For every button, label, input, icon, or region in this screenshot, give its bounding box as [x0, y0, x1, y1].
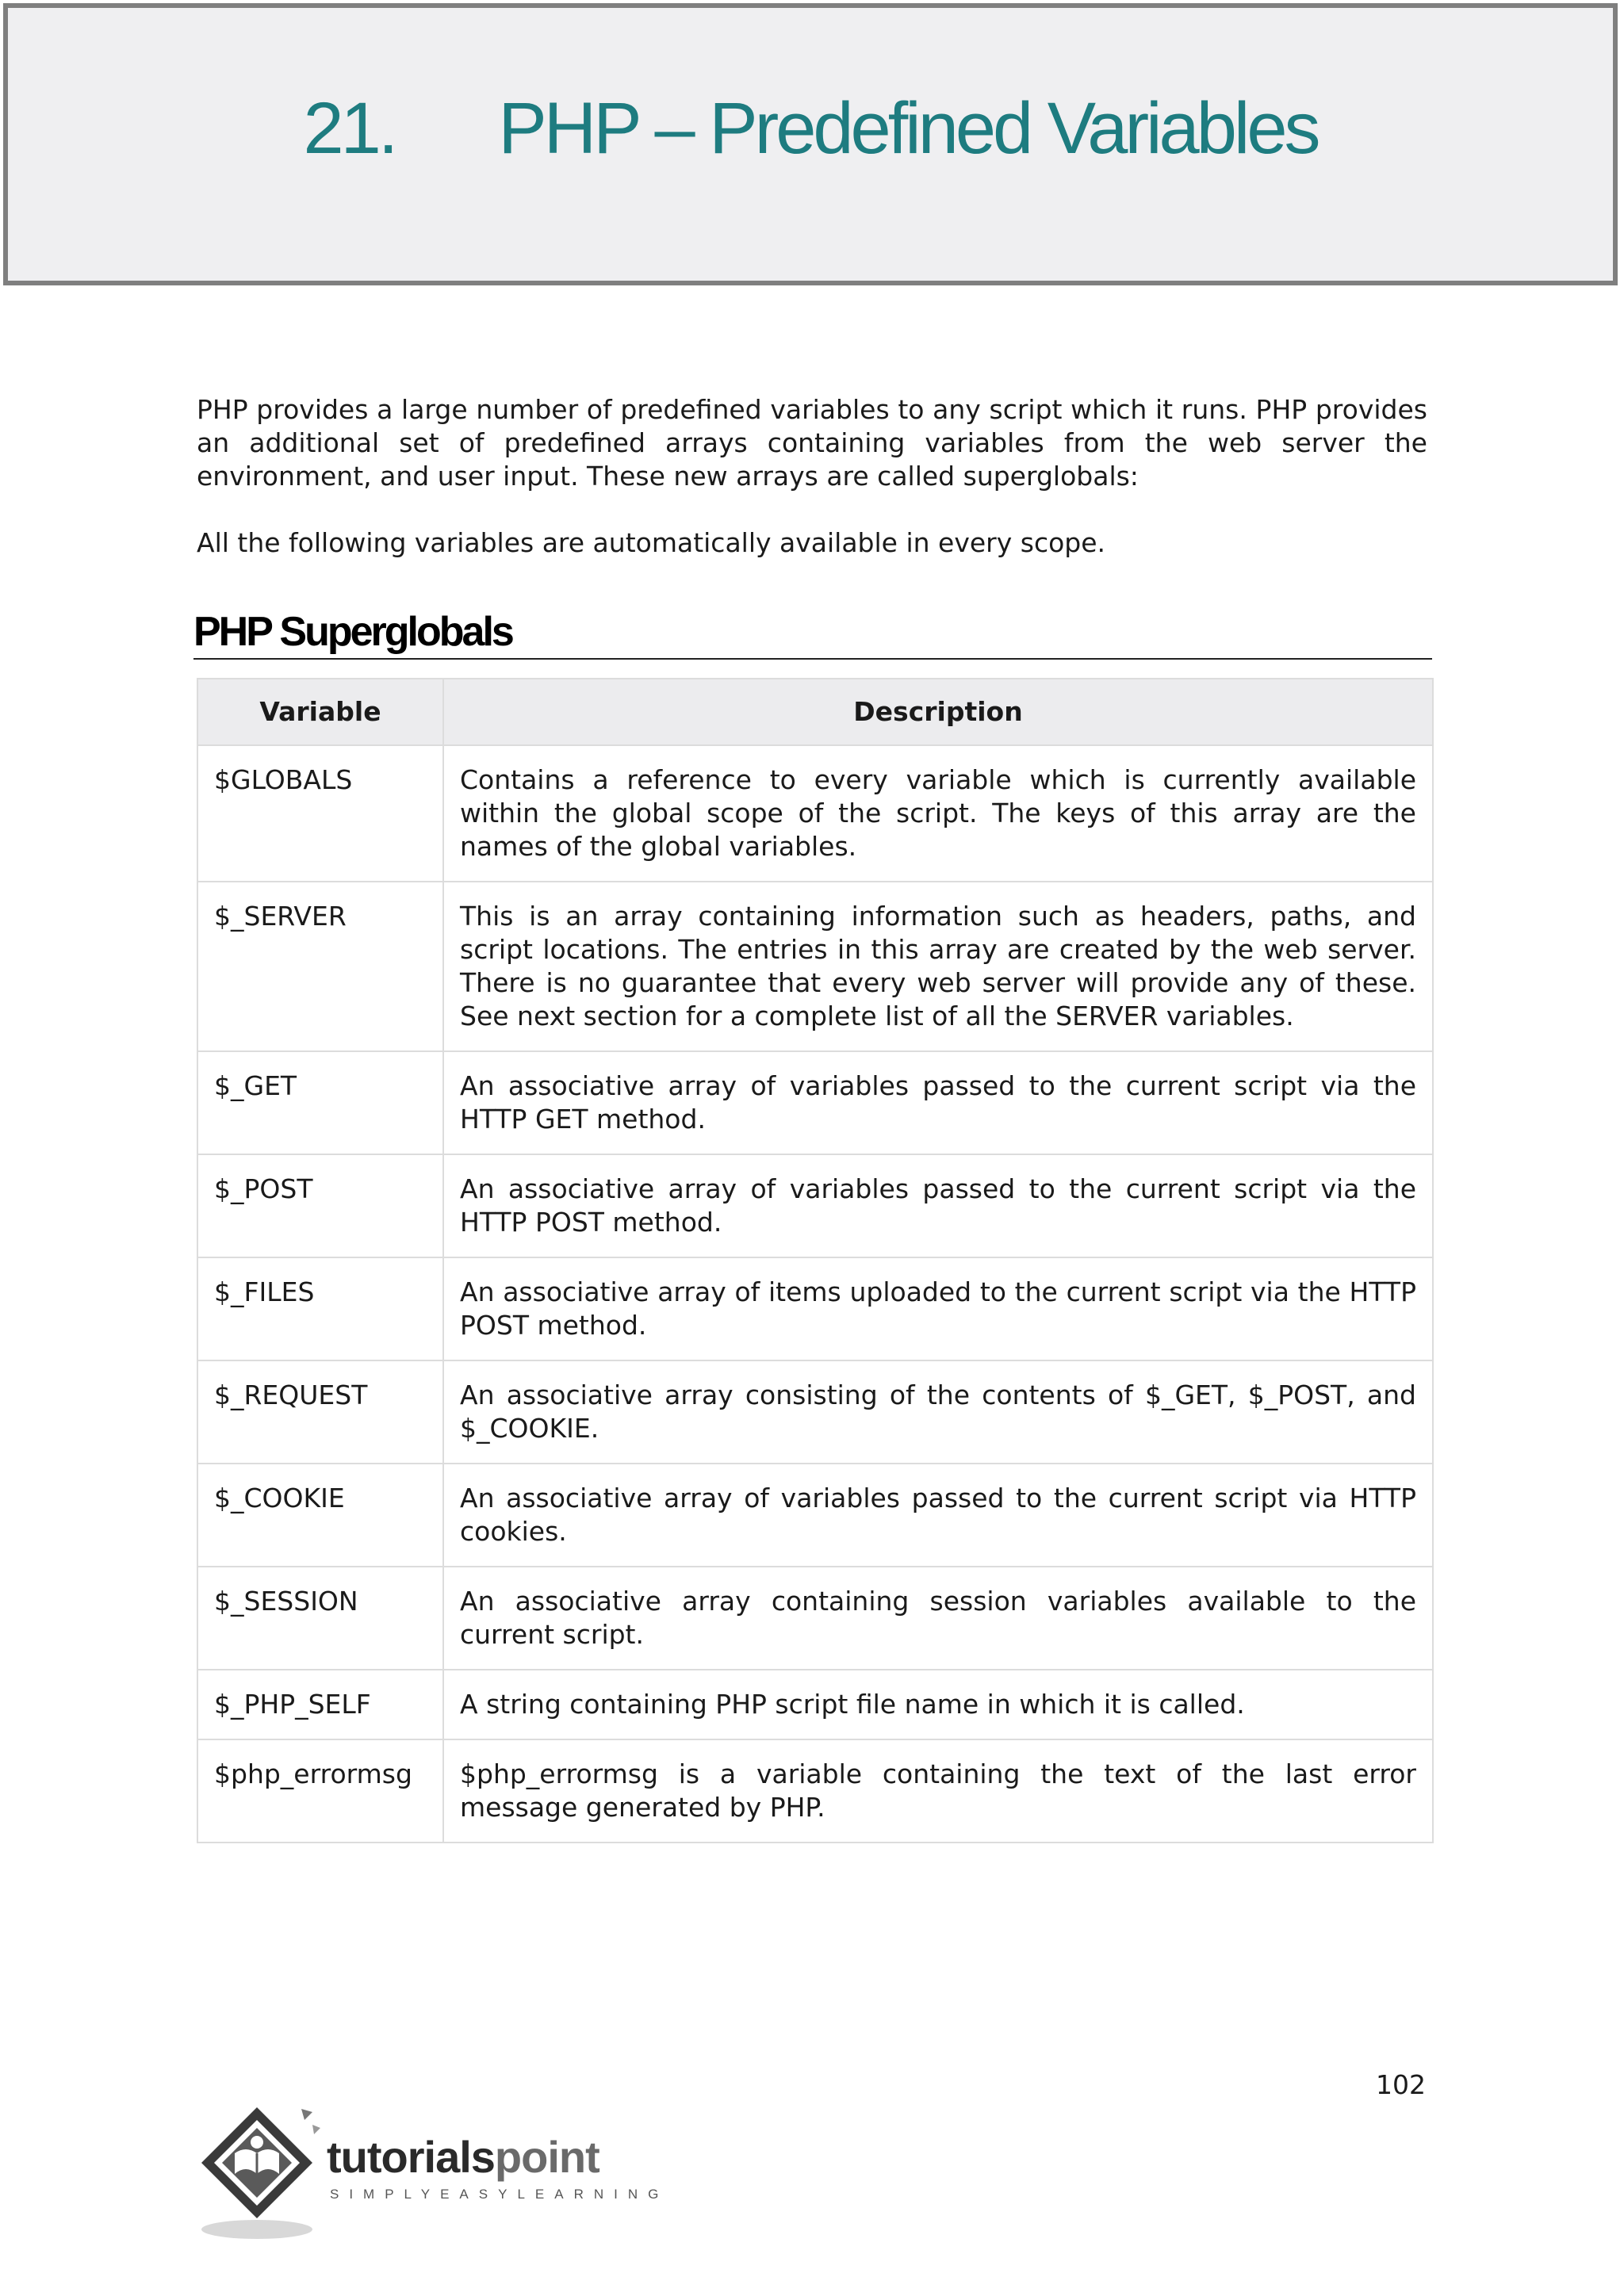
variable-cell: $_GET	[197, 1051, 443, 1154]
table-row	[197, 1567, 1433, 1670]
table-row	[197, 745, 1433, 882]
intro-paragraph-1: PHP provides a large number of predefined variables to any script which it runs. PHP provides an additional set of predefined arrays containing variables from the web server the environment, and user input. These new arrays are called superglobals:	[197, 394, 1427, 492]
description-cell: $php_errormsg is a variable containing the text of the last error message generated by PHP.	[443, 1739, 1433, 1843]
table-row	[197, 1670, 1433, 1739]
logo-tagline: SIMPLYEASYLEARNING	[330, 2187, 669, 2202]
chapter-title	[8, 87, 1613, 170]
logo-word-tutorials: tutorials	[327, 2132, 495, 2182]
variable-cell: $_POST	[197, 1154, 443, 1257]
variable-cell: $php_errormsg	[197, 1739, 443, 1843]
variable-cell: $_COOKIE	[197, 1464, 443, 1567]
chapter-number: 21.	[303, 88, 396, 169]
section-heading: PHP Superglobals	[193, 604, 1432, 660]
description-cell: A string containing PHP script file name in which it is called.	[443, 1670, 1433, 1739]
description-cell: An associative array of items uploaded to the current script via the HTTP POST method.	[443, 1257, 1433, 1360]
description-cell: An associative array containing session variables available to the current script.	[443, 1567, 1433, 1670]
description-cell: This is an array containing information such as headers, paths, and script locations. The entries in this array are created by the web server. There is no guarantee that every web server will provide any of these. See next section for a complete list of all the SERVER variables.	[443, 882, 1433, 1051]
logo-word-point: point	[494, 2132, 599, 2182]
table-row	[197, 1154, 1433, 1257]
logo-emblem-icon	[193, 2101, 328, 2244]
table-header-row	[197, 679, 1433, 745]
page-number: 102	[1376, 2069, 1426, 2100]
description-cell: An associative array of variables passed to the current script via the HTTP GET method.	[443, 1051, 1433, 1154]
variable-cell: $_PHP_SELF	[197, 1670, 443, 1739]
description-cell: An associative array of variables passed to the current script via the HTTP POST method.	[443, 1154, 1433, 1257]
column-header-description: Description	[443, 679, 1433, 745]
table-row	[197, 1464, 1433, 1567]
tutorialspoint-logo	[193, 2101, 669, 2244]
variable-cell: $_SESSION	[197, 1567, 443, 1670]
variable-cell: $_REQUEST	[197, 1360, 443, 1464]
description-cell: Contains a reference to every variable which is currently available within the global scope of the script. The keys of this array are the names of the global variables.	[443, 745, 1433, 882]
table-row	[197, 1739, 1433, 1843]
intro-paragraph-2: All the following variables are automatically available in every scope.	[197, 527, 1106, 558]
logo-wordmark	[327, 2131, 599, 2183]
variable-cell: $GLOBALS	[197, 745, 443, 882]
table-row	[197, 1257, 1433, 1360]
variable-cell: $_SERVER	[197, 882, 443, 1051]
variable-cell: $_FILES	[197, 1257, 443, 1360]
description-cell: An associative array of variables passed to the current script via HTTP cookies.	[443, 1464, 1433, 1567]
superglobals-table	[197, 678, 1434, 1843]
chapter-title-text: PHP – Predefined Variables	[498, 88, 1318, 169]
chapter-title-box	[3, 3, 1618, 285]
table-row	[197, 1051, 1433, 1154]
column-header-variable: Variable	[197, 679, 443, 745]
table-row	[197, 882, 1433, 1051]
description-cell: An associative array consisting of the contents of $_GET, $_POST, and $_COOKIE.	[443, 1360, 1433, 1464]
table-row	[197, 1360, 1433, 1464]
